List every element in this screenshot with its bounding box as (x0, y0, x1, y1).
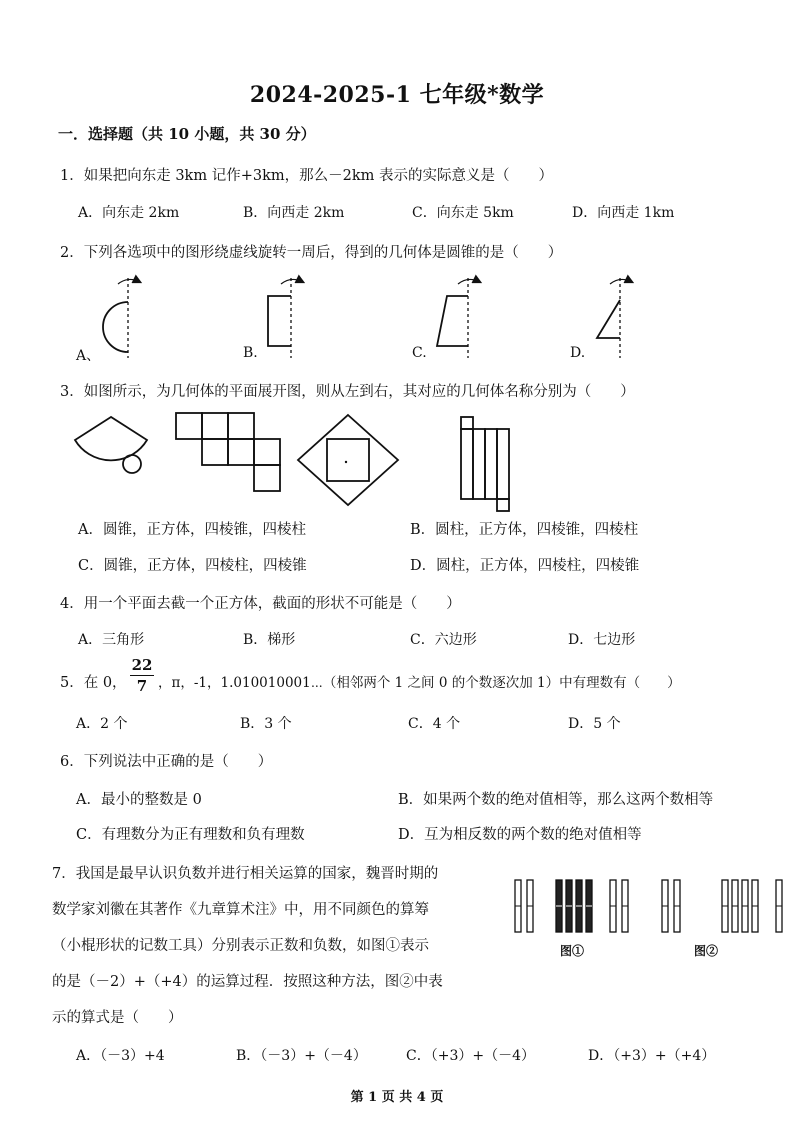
q3-nets (0, 405, 794, 510)
q7-option-d[interactable]: D．（+3）+（+4） (588, 1048, 716, 1064)
question-7-line-1: 7．我国是最早认识负数并进行相关运算的国家，魏晋时期的 (52, 866, 439, 882)
page-footer: 第 1 页 共 4 页 (350, 1090, 444, 1105)
q7-figure-2-rods (662, 880, 782, 932)
q1-option-a[interactable]: A．向东走 2km (78, 205, 180, 221)
question-2-stem: 2．下列各选项中的图形绕虚线旋转一周后，得到的几何体是圆锥的是（ ） (60, 245, 563, 261)
question-7-line-5: 示的算式是（ ） (52, 1010, 183, 1026)
q3-option-c[interactable]: C．圆锥，正方体，四棱柱，四棱锥 (78, 558, 307, 574)
q3-net-cube (176, 413, 280, 491)
q2-figures (0, 270, 794, 365)
fraction-bar (130, 675, 154, 676)
question-4-stem: 4．用一个平面去截一个正方体，截面的形状不可能是（ ） (60, 596, 461, 612)
q7-figure-2-label: 图② (694, 944, 719, 958)
question-5-suffix: ，π，-1，1.010010001⋯（相邻两个 1 之间 0 的个数逐次加 1）中有理数有（ ） (158, 675, 681, 691)
q1-option-b[interactable]: B．向西走 2km (243, 205, 345, 221)
q7-figure-1-label: 图① (560, 944, 585, 958)
q3-net-pyramid (298, 415, 398, 505)
q4-option-c[interactable]: C．六边形 (410, 632, 477, 648)
question-6-stem: 6．下列说法中正确的是（ ） (60, 754, 273, 770)
page-title: 2024-2025-1 七年级*数学 (249, 82, 545, 108)
q7-figure-1-rods (515, 880, 628, 932)
q4-option-a[interactable]: A．三角形 (78, 632, 145, 648)
q7-option-a[interactable]: A．（－3）+4 (76, 1048, 165, 1064)
fraction-numerator: 22 (131, 656, 153, 674)
section-heading: 一．选择题（共 10 小题，共 30 分） (58, 125, 316, 143)
fraction-22-over-7 (128, 656, 156, 695)
q3-option-b[interactable]: B．圆柱，正方体，四棱锥，四棱柱 (410, 522, 639, 538)
q1-option-c[interactable]: C．向东走 5km (412, 205, 514, 221)
q2-option-d[interactable]: D. (570, 345, 586, 361)
q7-counting-rods (0, 870, 794, 940)
q7-option-b[interactable]: B．（－3）+（－4） (236, 1048, 367, 1064)
q6-option-c[interactable]: C．有理数分为正有理数和负有理数 (76, 827, 305, 843)
q5-option-d[interactable]: D．5 个 (568, 716, 621, 732)
q2-figure-b-rectangle (268, 278, 303, 358)
question-7-line-2: 数学家刘徽在其著作《九章算术注》中，用不同颜色的算筹 (52, 902, 429, 918)
q6-option-d[interactable]: D．互为相反数的两个数的绝对值相等 (398, 827, 642, 843)
q3-option-d[interactable]: D．圆柱，正方体，四棱柱，四棱锥 (410, 558, 640, 574)
q6-option-a[interactable]: A．最小的整数是 0 (76, 792, 202, 808)
question-7-line-3: （小棍形状的记数工具）分别表示正数和负数，如图①表示 (52, 938, 429, 954)
q6-option-b[interactable]: B．如果两个数的绝对值相等，那么这两个数相等 (398, 792, 714, 808)
question-1-stem: 1．如果把向东走 3km 记作+3km，那么－2km 表示的实际意义是（ ） (60, 168, 553, 184)
question-5-prefix: 5．在 0， (60, 675, 127, 691)
q3-net-prism (461, 417, 509, 511)
q2-figure-a-semicircle (103, 278, 140, 358)
question-7-line-4: 的是（－2）+（+4）的运算过程．按照这种方法，图②中表 (52, 974, 443, 990)
q5-option-a[interactable]: A．2 个 (76, 716, 128, 732)
q3-net-cone (75, 417, 147, 473)
q3-option-a[interactable]: A．圆锥，正方体，四棱锥，四棱柱 (78, 522, 306, 538)
q7-option-c[interactable]: C．（+3）+（－4） (406, 1048, 535, 1064)
q5-option-b[interactable]: B．3 个 (240, 716, 292, 732)
q2-option-a[interactable]: A、 (76, 348, 101, 364)
q2-figure-d-triangle (597, 278, 632, 358)
question-3-stem: 3．如图所示，为几何体的平面展开图，则从左到右，其对应的几何体名称分别为（ ） (60, 384, 635, 400)
q4-option-d[interactable]: D．七边形 (568, 632, 636, 648)
fraction-denominator: 7 (136, 677, 148, 695)
q2-option-c[interactable]: C. (412, 345, 427, 361)
q2-option-b[interactable]: B. (243, 345, 258, 361)
q1-option-d[interactable]: D．向西走 1km (572, 205, 675, 221)
q4-option-b[interactable]: B．梯形 (243, 632, 296, 648)
q2-figure-c-trapezoid (437, 278, 480, 358)
q5-option-c[interactable]: C．4 个 (408, 716, 461, 732)
